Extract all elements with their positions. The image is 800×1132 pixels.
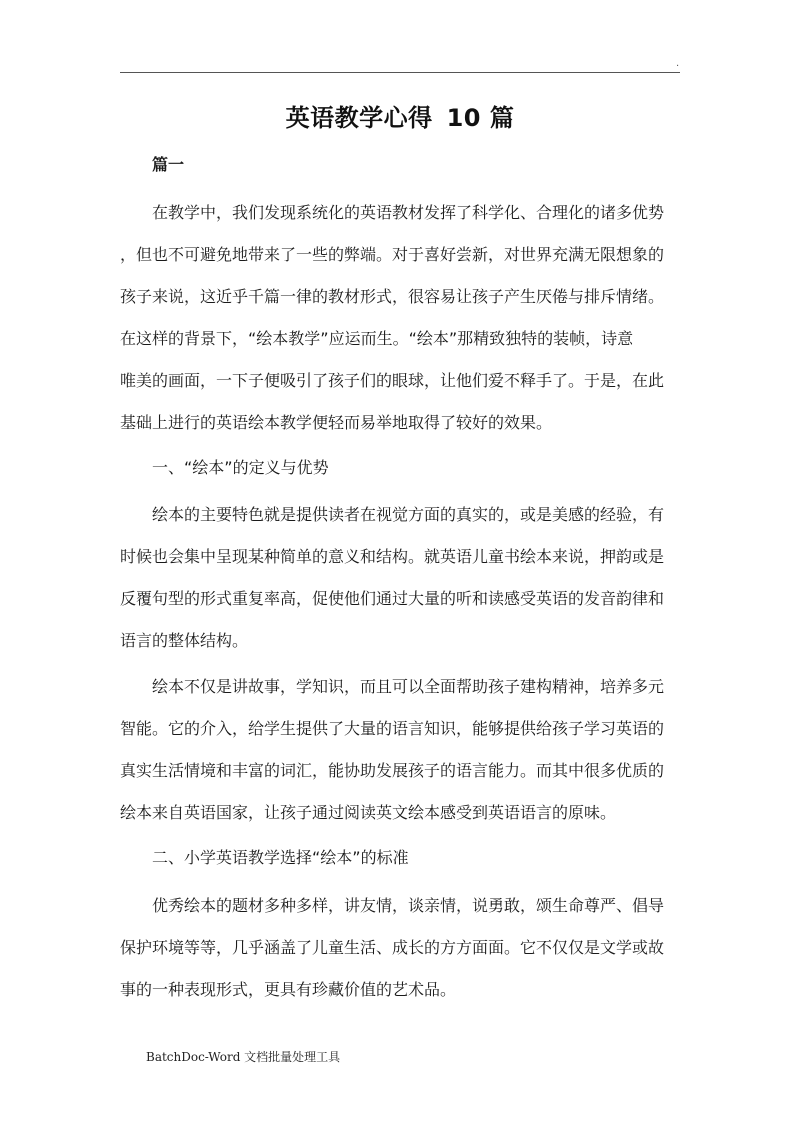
document-title [0, 100, 800, 136]
paragraph-line: 在教学中，我们发现系统化的英语教材发挥了科学化、合理化的诸多优势 [152, 203, 665, 222]
paragraph-intro [120, 192, 680, 444]
paragraph-benefits [120, 666, 680, 834]
section-heading-2: 二、小学英语教学选择“绘本”的标准 [152, 848, 409, 867]
paragraph-line: 事的一种表现形式，更具有珍藏价值的艺术品。 [120, 980, 457, 999]
paragraph-line: 基础上进行的英语绘本教学便轻而易举地取得了较好的效果。 [120, 413, 553, 432]
paragraph-line: 时候也会集中呈现某种简单的意义和结构。就英语儿童书绘本来说，押韵或是 [120, 547, 665, 566]
paragraph-line: 智能。它的介入，给学生提供了大量的语言知识，能够提供给孩子学习英语的 [120, 719, 665, 738]
section-heading-1: 一、“绘本”的定义与优势 [152, 458, 329, 477]
paragraph-line: 绘本的主要特色就是提供读者在视觉方面的真实的，或是美感的经验，有 [152, 505, 665, 524]
footer-watermark: BatchDoc-Word 文档批量处理工具 [146, 1050, 341, 1064]
paragraph-line: 唯美的画面，一下子便吸引了孩子们的眼球，让他们爱不释手了。于是，在此 [120, 371, 665, 390]
paragraph-line: 孩子来说，这近乎千篇一律的教材形式，很容易让孩子产生厌倦与排斥情绪。 [120, 287, 665, 306]
paragraph-definition [120, 494, 680, 662]
paragraph-line: 保护环境等等，几乎涵盖了儿童生活、成长的方方面面。它不仅仅是文学或故 [120, 938, 665, 957]
header-mark: . [676, 58, 680, 69]
paragraph-line: 在这样的背景下，“绘本教学”应运而生。“绘本”那精致独特的装帧，诗意 [120, 329, 634, 348]
title-text: 英语教学心得 [285, 104, 433, 132]
paragraph-line: 绘本来自英语国家，让孩子通过阅读英文绘本感受到英语语言的原味。 [120, 803, 617, 822]
paragraph-line: 真实生活情境和丰富的词汇，能协助发展孩子的语言能力。而其中很多优质的 [120, 761, 665, 780]
header-rule [120, 72, 680, 73]
title-count: 10 篇 [446, 104, 515, 132]
paragraph-line: 语言的整体结构。 [120, 631, 249, 650]
paragraph-line: ，但也不可避免地带来了一些的弊端。对于喜好尝新，对世界充满无限想象的 [120, 245, 665, 264]
paragraph-line: 优秀绘本的题材多种多样，讲友情，谈亲情，说勇敢，颂生命尊严、倡导 [152, 896, 665, 915]
section-label: 篇一 [152, 155, 185, 174]
paragraph-line: 反覆句型的形式重复率高，促使他们通过大量的听和读感受英语的发音韵律和 [120, 589, 665, 608]
paragraph-line: 绘本不仅是讲故事，学知识，而且可以全面帮助孩子建构精神，培养多元 [152, 677, 665, 696]
paragraph-criteria [120, 885, 680, 1011]
